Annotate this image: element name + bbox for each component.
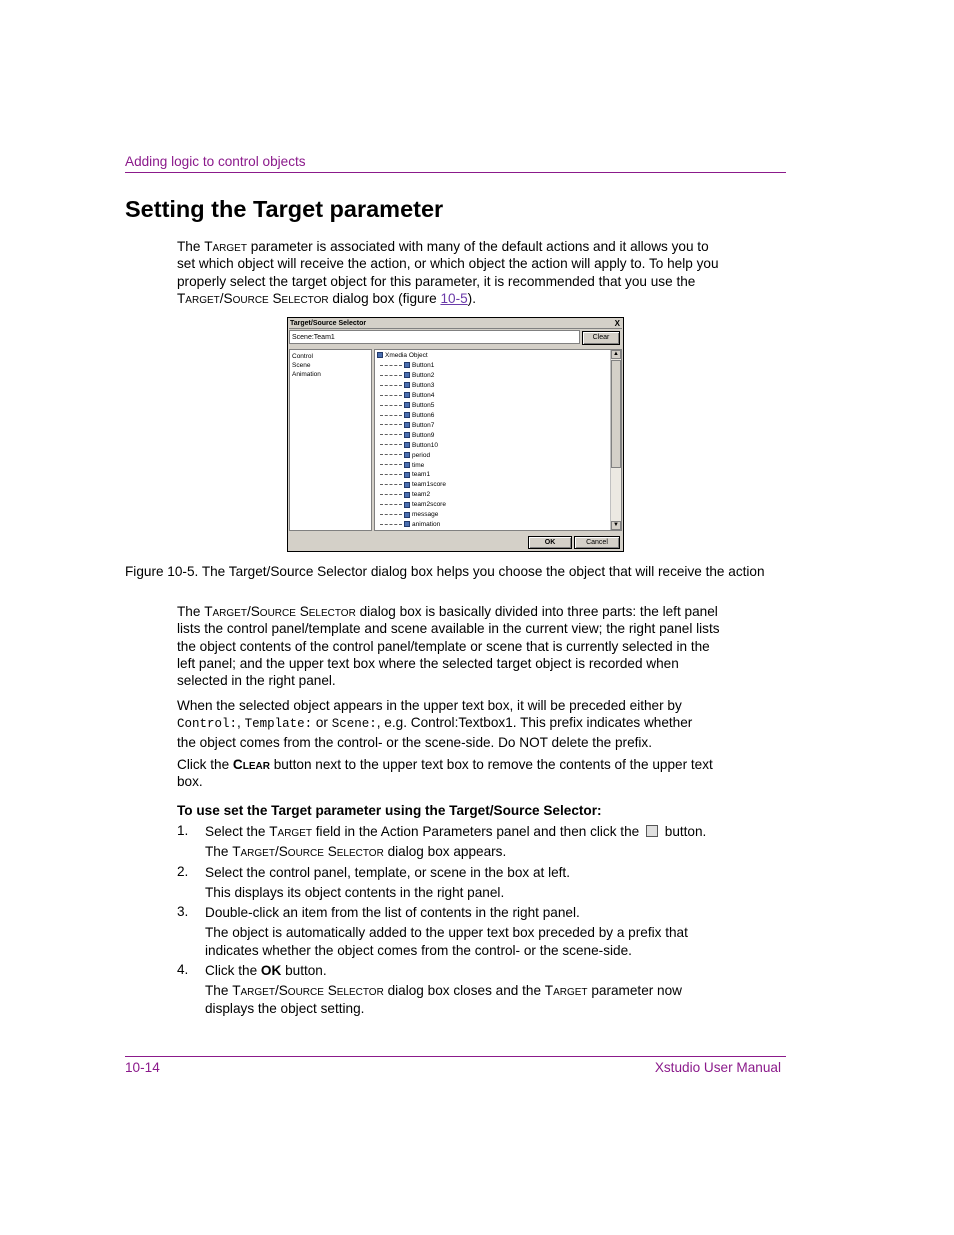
object-icon [404, 512, 410, 518]
target-source-selector-dialog [287, 317, 624, 552]
tree-item-label: Button9 [412, 431, 435, 439]
tree-connector [380, 504, 402, 505]
object-icon [404, 472, 410, 478]
step-number: 1. [177, 823, 189, 838]
tree-item[interactable] [380, 510, 438, 519]
tree-item-label: team2 [412, 491, 431, 499]
code-scene: Scene: [331, 717, 377, 732]
tree-connector [380, 444, 402, 445]
figure-caption: Figure 10-5. The Target/Source Selector dialog box helps you choose the object that will receive the action [125, 564, 765, 579]
tree-connector [380, 514, 402, 515]
tree-item-label: team1score [412, 481, 446, 489]
tree-item-label: Button7 [412, 421, 435, 429]
tree-item-label: Button10 [412, 441, 439, 449]
folder-icon [377, 352, 383, 358]
code-template: Template: [244, 717, 313, 732]
object-icon [404, 482, 410, 488]
step-text: Click the OK button. The Target/Source Selector dialog box closes and the Target parameter now displays the object setting. [205, 963, 682, 1016]
dialog-description-paragraph: The Target/Source Selector dialog box is basically divided into three parts: the left panel lists the control panel/template and scene available in the current view; the right panel lists the object contents of the control panel/template or scene that is currently selected in the left panel; and the upper text box where the selected target object is recorded when selected in the right panel. [177, 604, 720, 689]
cancel-button[interactable]: Cancel [574, 536, 620, 549]
tree-connector [380, 464, 402, 465]
ok-button[interactable]: OK [528, 536, 572, 549]
selector-term: Target/Source Selector [177, 290, 329, 306]
step-text: Select the control panel, template, or scene in the box at left. This displays its object contents in the right panel. [205, 865, 570, 901]
tree-item[interactable] [380, 361, 434, 370]
tree-item-label: team1 [412, 471, 431, 479]
source-list-panel [289, 349, 372, 531]
object-icon [404, 382, 410, 388]
tree-item[interactable] [380, 441, 438, 450]
step-text: Select the Target field in the Action Parameters panel and then click the button. The Target/Source Selector dialog box appears. [205, 824, 707, 860]
tree-connector [380, 424, 402, 425]
tree-connector [380, 395, 402, 396]
procedure-title: To use set the Target parameter using the Target/Source Selector: [177, 803, 602, 818]
intro-paragraph: The Target parameter is associated with many of the default actions and it allows you to set which object will receive the action, or which object the action will apply to. To help you properly select the target object for this parameter, it is recommended that you use the Target/Source Selector dialog box (figure 10-5). [177, 239, 719, 306]
page-title: Setting the Target parameter [125, 196, 444, 222]
object-icon [404, 492, 410, 498]
tree-item-label: animation [412, 521, 441, 529]
vertical-scrollbar[interactable] [610, 350, 621, 530]
object-icon [404, 521, 410, 527]
tree-connector [380, 434, 402, 435]
scroll-down-icon[interactable]: ▼ [611, 521, 621, 530]
tree-item[interactable] [380, 431, 434, 440]
object-icon [404, 432, 410, 438]
tree-connector [380, 454, 402, 455]
step-number: 4. [177, 962, 189, 977]
scroll-thumb[interactable] [611, 360, 621, 468]
tree-item[interactable] [380, 500, 446, 509]
source-item-scene[interactable]: Scene [292, 362, 311, 369]
tree-item[interactable] [380, 421, 434, 430]
tree-item-label: Button4 [412, 391, 435, 399]
tree-connector [380, 405, 402, 406]
dialog-title-bar [289, 319, 622, 329]
tree-item[interactable] [380, 520, 440, 529]
tree-connector [380, 474, 402, 475]
tree-item[interactable] [380, 451, 430, 460]
object-icon [404, 502, 410, 508]
tree-item[interactable] [380, 411, 434, 420]
header-rule [125, 172, 786, 173]
running-header: Adding logic to control objects [125, 154, 306, 169]
object-icon [404, 372, 410, 378]
object-icon [404, 462, 410, 468]
tree-item-label: time [412, 461, 425, 469]
object-icon [404, 362, 410, 368]
tree-connector [380, 365, 402, 366]
tree-item[interactable] [380, 371, 434, 380]
scroll-up-icon[interactable]: ▲ [611, 350, 621, 359]
object-icon [404, 422, 410, 428]
footer-rule [125, 1056, 786, 1057]
step-number: 2. [177, 864, 189, 879]
object-tree-panel [374, 349, 622, 531]
tree-connector [380, 385, 402, 386]
object-icon [404, 452, 410, 458]
tree-connector [380, 415, 402, 416]
tree-root[interactable]: Xmedia Object [377, 351, 428, 360]
source-item-control[interactable]: Control [292, 353, 313, 360]
tree-connector [380, 524, 402, 525]
object-icon [404, 392, 410, 398]
object-icon [404, 412, 410, 418]
target-text-field[interactable]: Scene:Team1 [289, 330, 580, 344]
tree-item[interactable] [380, 490, 430, 499]
tree-item[interactable] [380, 470, 430, 479]
tree-connector [380, 484, 402, 485]
target-term: Target [204, 239, 247, 254]
prefix-paragraph: When the selected object appears in the upper text box, it will be preceded either by Control:, Template: or Scene:, e.g. Control:Textbox1. This prefix indicates whether the object comes from the control- or the scene-side. Do NOT delete the prefix. [177, 698, 693, 750]
tree-item[interactable] [380, 381, 434, 390]
browse-button-icon [646, 825, 658, 837]
manual-title: Xstudio User Manual [654, 1060, 781, 1075]
figure-link[interactable]: 10-5 [440, 290, 468, 306]
tree-item-label: Button1 [412, 362, 435, 369]
tree-item-label: Button5 [412, 401, 435, 409]
dialog-title: Target/Source Selector [290, 320, 367, 327]
page-number: 10-14 [125, 1060, 160, 1075]
step-text: Double-click an item from the list of contents in the right panel. The object is automatically added to the upper text box preceded by a prefix that indicates whether the object comes from the control- or the scene-side. [205, 905, 688, 958]
tree-item-label: Button2 [412, 371, 435, 379]
tree-item-label: message [412, 511, 439, 519]
close-icon[interactable]: X [614, 319, 620, 328]
object-icon [404, 442, 410, 448]
tree-item[interactable] [380, 401, 434, 410]
tree-item[interactable] [380, 461, 424, 470]
tree-item-label: period [412, 451, 431, 459]
clear-button[interactable]: Clear [582, 331, 620, 345]
tree-item-label: Button3 [412, 381, 435, 389]
tree-item[interactable] [380, 480, 446, 489]
clear-paragraph: Click the Clear button next to the upper text box to remove the contents of the upper text box. [177, 757, 713, 790]
tree-connector [380, 494, 402, 495]
tree-item[interactable] [380, 391, 434, 400]
code-control: Control: [177, 717, 238, 732]
object-icon [404, 402, 410, 408]
tree-item-label: team2score [412, 501, 446, 509]
source-item-animation[interactable]: Animation [292, 371, 321, 378]
tree-connector [380, 375, 402, 376]
tree-item-label: Button6 [412, 411, 435, 419]
step-number: 3. [177, 904, 189, 919]
